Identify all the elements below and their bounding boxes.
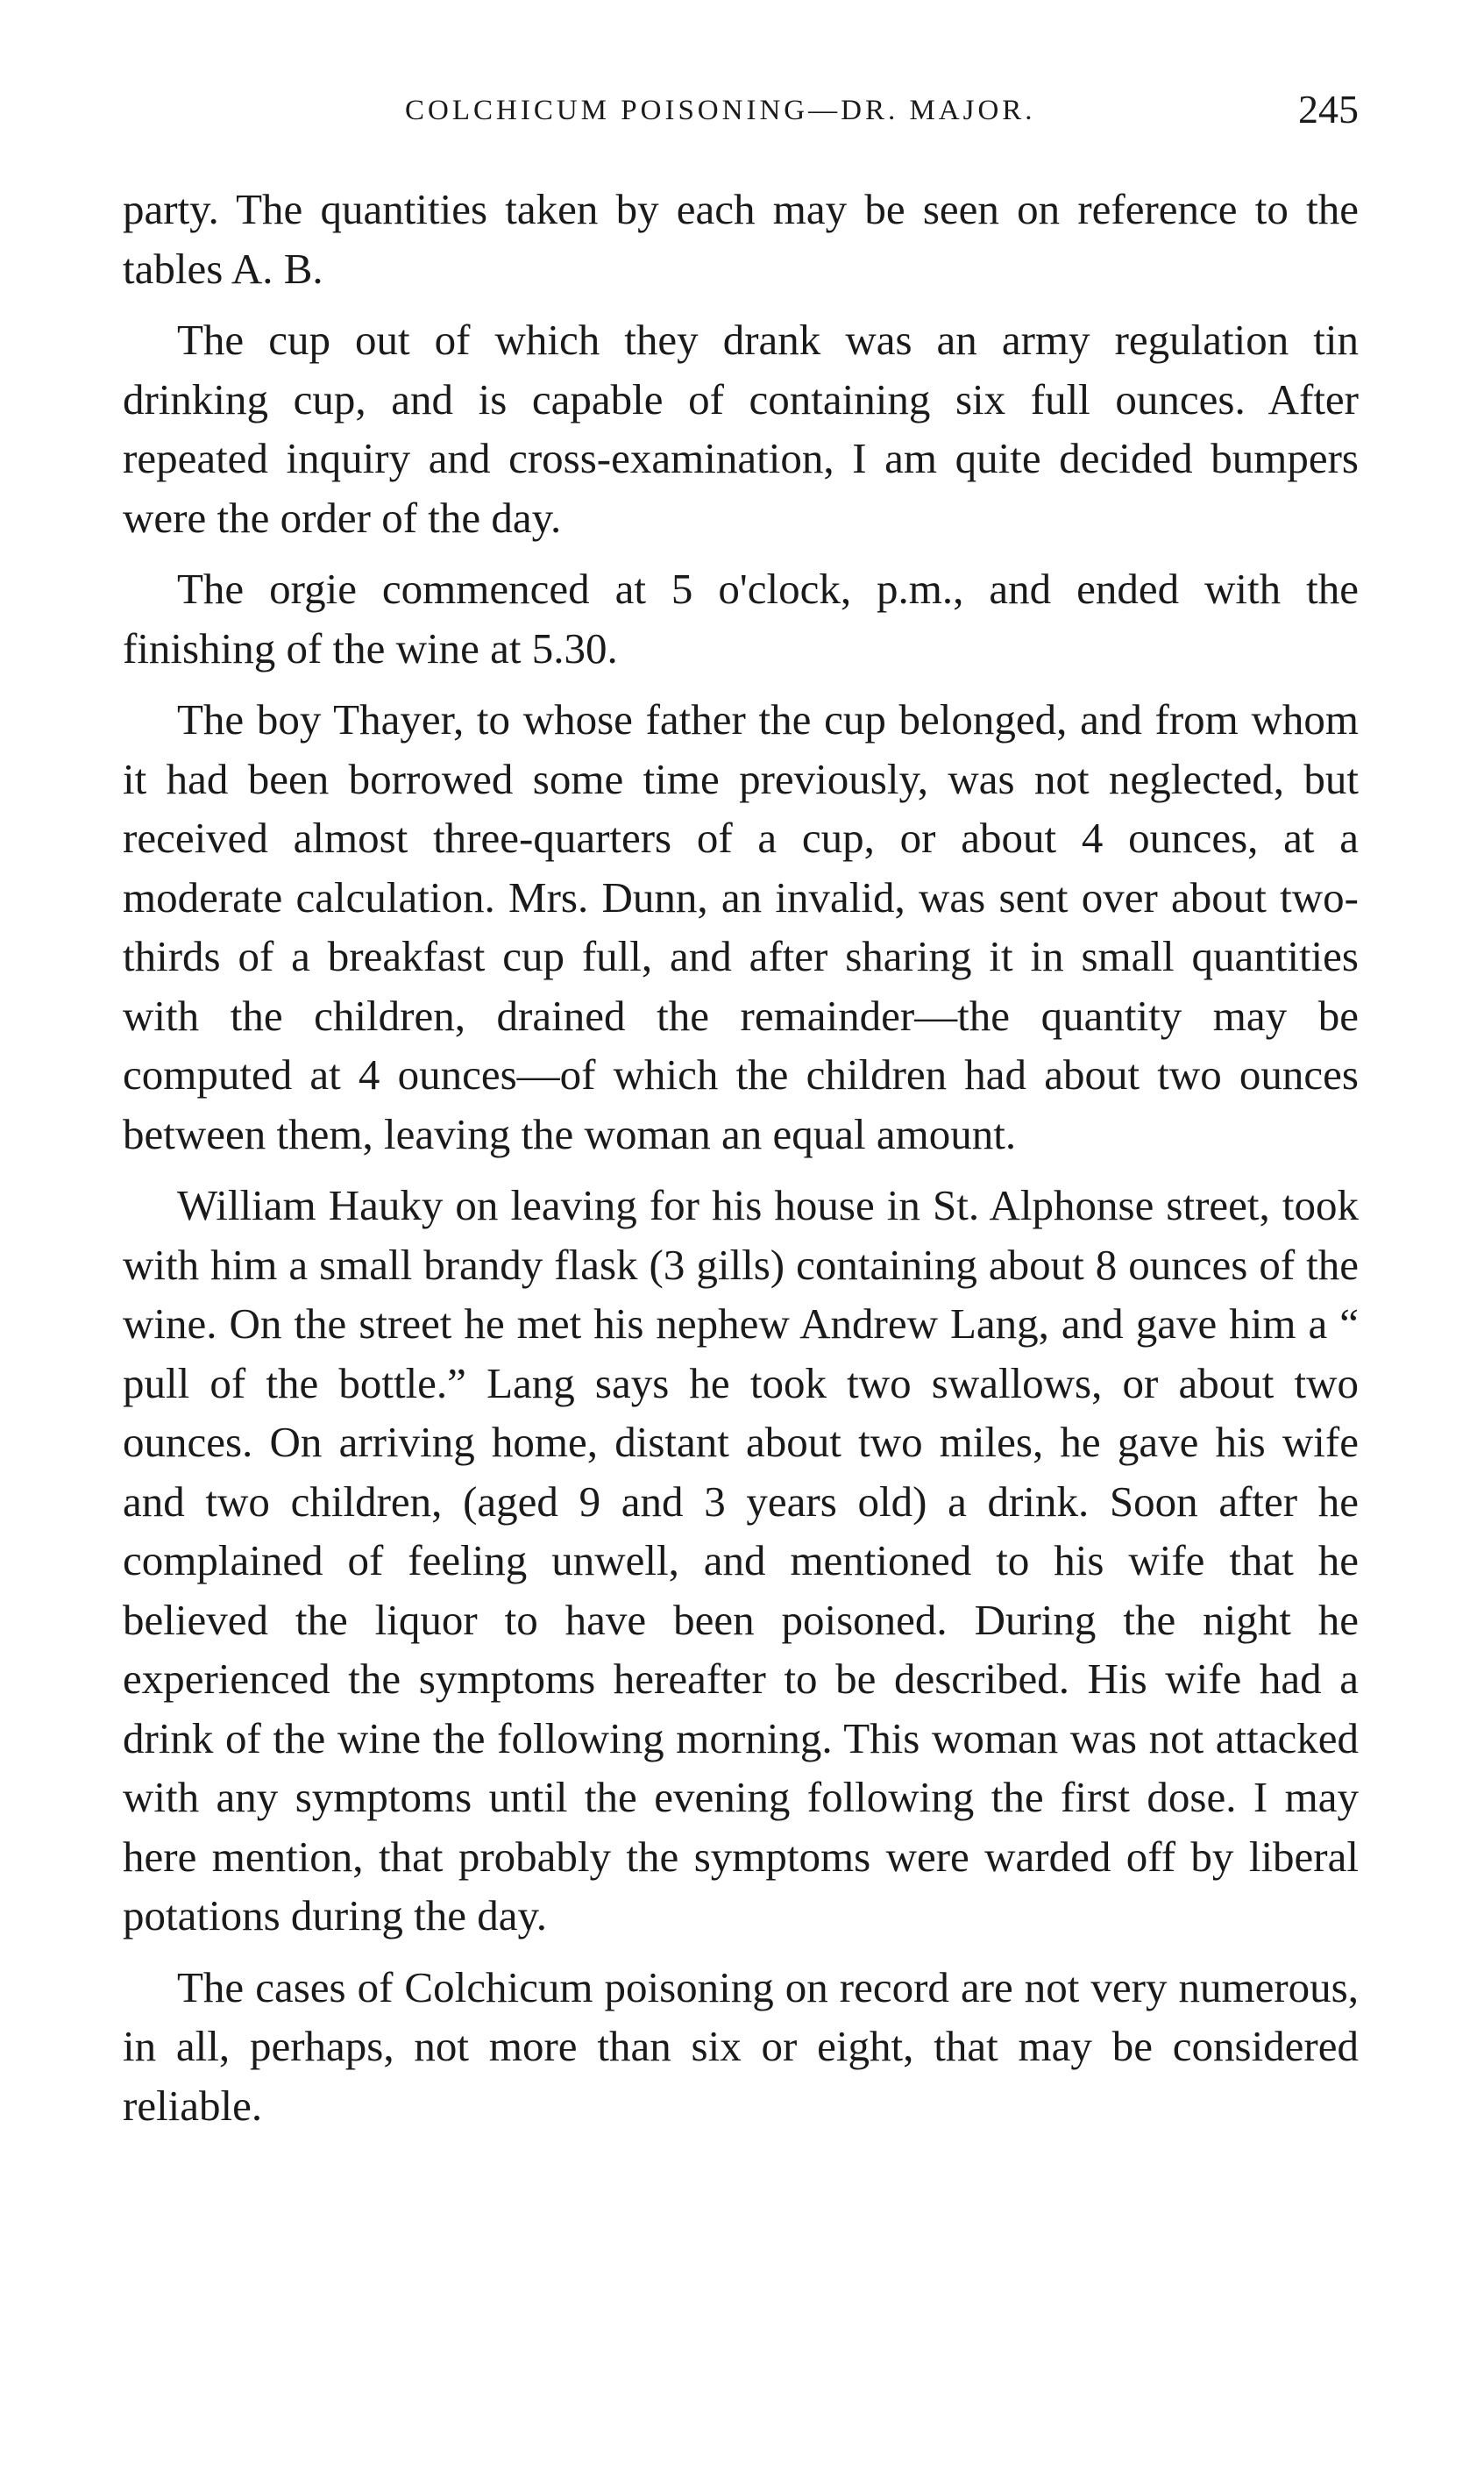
paragraph-drinking-cup: The cup out of which they drank was an army regulation tin drinking cup, and is capable of containing six full ounces. After repeated inquiry and cross-examination, I am quite decided bumpers were the order of the day. <box>123 316 1359 542</box>
paragraph-william-hauky: William Hauky on leaving for his house in St. Alphonse street, took with him a small brandy flask (3 gills) containing about 8 ounces of the wine. On the street he met his nephew Andrew Lang, and gave him a “ pull of the bottle.” Lang says he took two swallows, or about two ounces. On arriving home, distant about two miles, he gave his wife and two children, (aged 9 and 3 years old) a drink. Soon after he complained of feeling unwell, and mentioned to his wife that he believed the liquor to have been poisoned. During the night he experienced the symptoms hereafter to be described. His wife had a drink of the wine the following morning. This woman was not attacked with any symptoms until the evening following the first dose. I may here mention, that probably the symptoms were warded off by liberal potations during the day. <box>123 1181 1359 1939</box>
running-title: COLCHICUM POISONING—DR. MAJOR. <box>405 95 1036 126</box>
paragraph-continuation: party. The quantities taken by each may be seen on reference to the tables A. B. <box>123 185 1359 293</box>
page-header <box>123 86 1359 147</box>
paragraph-colchicum-cases: The cases of Colchicum poisoning on record are not very numerous, in all, perhaps, not more than six or eight, that may be considered reliable. <box>123 1962 1359 2130</box>
body-text <box>123 180 1359 2147</box>
paragraph-orgie-time: The orgie commenced at 5 o'clock, p.m., and ended with the finishing of the wine at 5.30. <box>123 565 1359 673</box>
paragraph-boy-thayer: The boy Thayer, to whose father the cup belonged, and from whom it had been borrowed some time previously, was not neglected, but received almost three-quarters of a cup, or about 4 ounces, at a moderate calculation. Mrs. Dunn, an invalid, was sent over about two-thirds of a breakfast cup full, and after sharing it in small quantities with the children, drained the remainder—the quantity may be computed at 4 ounces—of which the children had about two ounces between them, leaving the woman an equal amount. <box>123 695 1359 1158</box>
page-number: 245 <box>1298 87 1359 132</box>
